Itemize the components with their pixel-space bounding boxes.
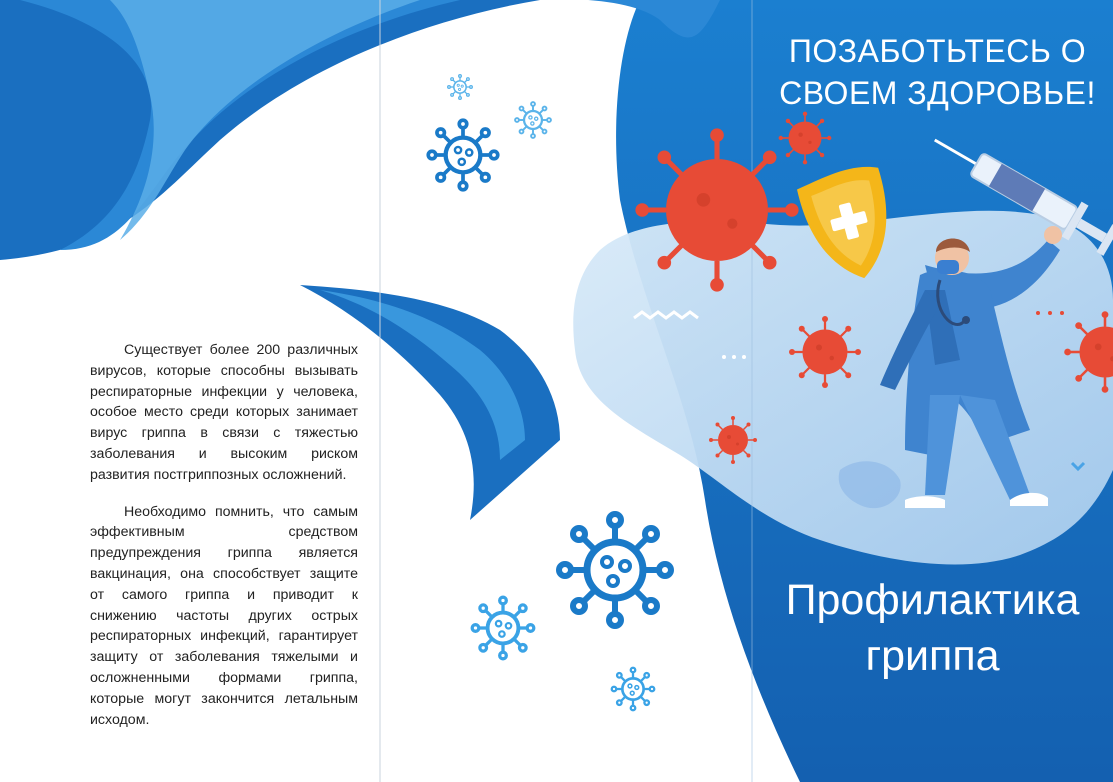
shield-icon: [795, 162, 905, 289]
red-virus-icon: [709, 416, 757, 464]
brochure-title: Профилактика гриппа: [785, 576, 1080, 680]
red-virus-icon: [635, 128, 798, 291]
doctor-illustration: [839, 226, 1062, 508]
red-virus-icon: [779, 112, 832, 165]
red-virus-icon: [789, 316, 861, 388]
body-paragraph-1: Существует более 200 различных вирусов, которые способны вызывать респираторные инфекции у человека, особое место среди которых занимает вирус гриппа в связи с тяжестью заболевания и высоким риском развития постгриппозных осложнений.: [90, 342, 358, 483]
red-virus-icon: [1064, 311, 1113, 393]
body-text: [90, 340, 358, 746]
body-paragraph-2: Необходимо помнить, что самым эффективным средством предупреждения гриппа является вакцинация, она способствует защите от самого гриппа и приводит к снижению частоты других острых респираторных инфекций, гарантирует защиту от заболевания тяжелыми и осложненными формами гриппа, которые могут закончится летальным исходом.: [90, 503, 358, 728]
headline: ПОЗАБОТЬТЕСЬ О СВОЕМ ЗДОРОВЬЕ!: [779, 33, 1096, 111]
